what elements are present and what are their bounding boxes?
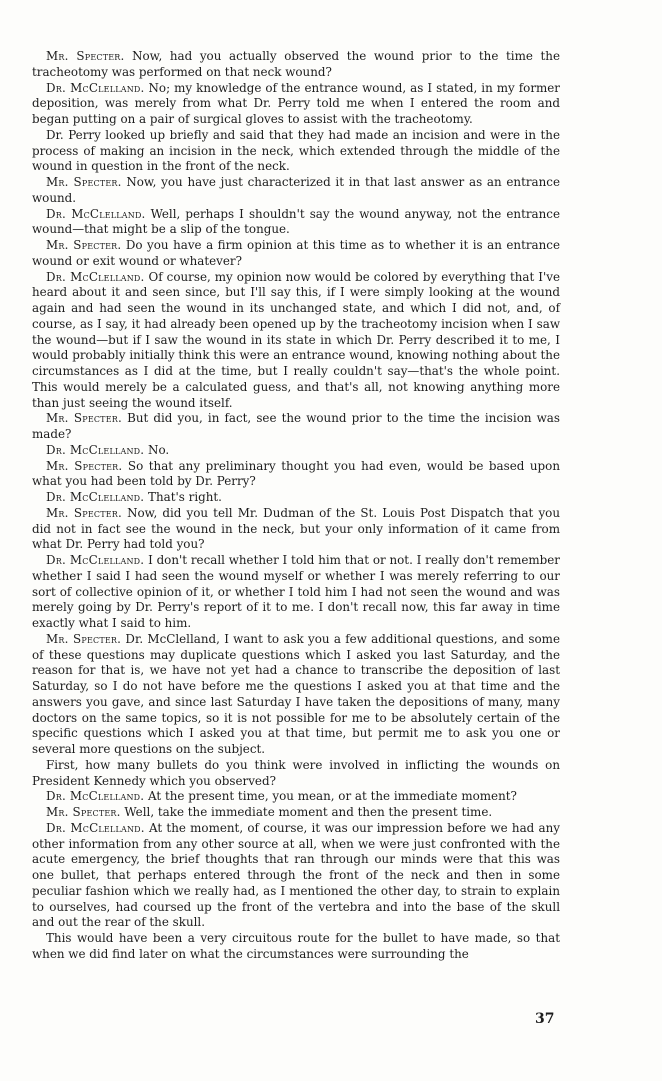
paragraph-text: At the moment, of course, it was our impression before we had any other information from any other source at all, when we were just confronted with the acute emergency, the brief thoughts that ran through our minds were that this was one bullet, that perhaps entered through the front of the neck and then in some peculiar fashion which we really had, as I mentioned the other day, to strain to explain to ourselves, had coursed up the front of the vertebra and into the base of the skull and out the rear of the skull. [32,820,560,930]
paragraph-text: But did you, in fact, see the wound prior to the time the incision was made? [32,411,560,441]
paragraph [32,443,560,459]
paragraph-text: Of course, my opinion now would be colored by everything that I've heard about it and seen since, but I'll say this, if I were simply looking at the wound again and had seen the wound in its unchanged state, and which I did not, and, of course, as I say, it had already been opened up by the tracheotomy incision when I saw the wound—but if I saw the wound in its state in which Dr. Perry described it to me, I would probably initially think this were an entrance wound, knowing nothing about the circumstances as I did at the time, but I really couldn't say—that's the whole point. This would merely be a calculated guess, and that's all, not knowing anything more than just seeing the wound itself. [32,269,560,410]
speaker-label: Mr. Specter. [46,631,122,646]
paragraph [32,805,560,821]
paragraph [32,128,560,175]
speaker-label: Dr. McClelland. [46,269,145,284]
paragraph-text: Now, had you actually observed the wound prior to the time the tracheotomy was performed on that neck wound? [32,49,560,79]
paragraph-text: I don't recall whether I told him that or not. I really don't remember whether I said I had seen the wound myself or whether I was merely referring to our sort of collective opinion of it, or whether I told him I had not seen the wound and was merely going by Dr. Perry's report of it to me. I don't recall now, this far away in time exactly what I said to him. [32,553,560,630]
speaker-label: Dr. McClelland. [46,490,145,504]
paragraph-text: Do you have a firm opinion at this time as to whether it is an entrance wound or exit wound or whatever? [32,238,560,268]
speaker-label: Mr. Specter. [46,805,121,819]
speaker-label: Mr. Specter. [46,505,122,520]
speaker-label: Dr. McClelland. [46,789,145,804]
paragraph [32,411,560,443]
paragraph-text: First, how many bullets do you think were involved in inflicting the wounds on President Kennedy which you observed? [32,757,560,788]
speaker-label: Dr. McClelland. [46,80,145,95]
paragraph [32,758,560,790]
paragraph [32,789,560,805]
page-number: 37 [535,1011,555,1027]
paragraph [32,207,560,239]
speaker-label: Mr. Specter. [46,458,123,473]
speaker-label: Mr. Specter. [46,411,122,426]
paragraph [32,49,560,81]
paragraph [32,81,560,128]
paragraph [32,553,560,632]
paragraph-text: At the present time, you mean, or at the immediate moment? [144,789,517,804]
speaker-label: Mr. Specter. [46,238,122,252]
paragraph [32,632,560,758]
paragraph-text: Well, take the immediate moment and then the present time. [120,805,493,819]
paragraph-text: Well, perhaps I shouldn't say the wound anyway, not the entrance wound—that might be a slip of the tongue. [32,206,560,237]
paragraph [32,175,560,207]
paragraph-text: So that any preliminary thought you had even, would be based upon what you had been told by Dr. Perry? [32,458,560,489]
paragraph-text: That's right. [144,490,222,504]
paragraph [32,821,560,931]
transcript-body [32,49,560,963]
paragraph [32,931,560,963]
paragraph-text: No; my knowledge of the entrance wound, as I stated, in my former deposition, was merely from what Dr. Perry told me when I entered the room and began putting on a pair of surgical gloves to assist with the tracheotomy. [32,80,560,126]
paragraph [32,270,560,412]
speaker-label: Dr. McClelland. [46,442,145,457]
speaker-label: Mr. Specter. [46,49,125,63]
paragraph [32,490,560,506]
paragraph [32,238,560,270]
paragraph-text: Now, you have just characterized it in that last answer as an entrance wound. [32,175,560,205]
speaker-label: Mr. Specter. [46,175,122,189]
paragraph-text: Dr. Perry looked up briefly and said that they had made an incision and were in the process of making an incision in the neck, which extended through the middle of the wound in question in the front of the neck. [32,127,560,174]
paragraph [32,459,560,491]
speaker-label: Dr. McClelland. [46,206,146,221]
paragraph-text: Now, did you tell Mr. Dudman of the St. Louis Post Dispatch that you did not in fact see the wound in the neck, but your only information of it came from what Dr. Perry had told you? [32,505,560,552]
paragraph-text: No. [144,442,170,457]
paragraph-text: Dr. McClelland, I want to ask you a few additional questions, and some of these questions may duplicate questions which I asked you last Saturday, and the reason for that is, we have not yet had a chance to transcribe the deposition of last Saturday, so I do not have before me the questions I asked you at that time and the answers you gave, and since last Saturday I have taken the depositions of many, many doctors on the same topics, so it is not possible for me to be absolutely certain of the specific questions which I asked you at that time, but permit me to ask you one or several more questions on the subject. [32,631,560,756]
paragraph-text: This would have been a very circuitous route for the bullet to have made, so that when we did find later on what the circumstances were surrounding the [32,931,560,961]
paragraph [32,506,560,553]
speaker-label: Dr. McClelland. [46,820,145,835]
speaker-label: Dr. McClelland. [46,553,145,567]
